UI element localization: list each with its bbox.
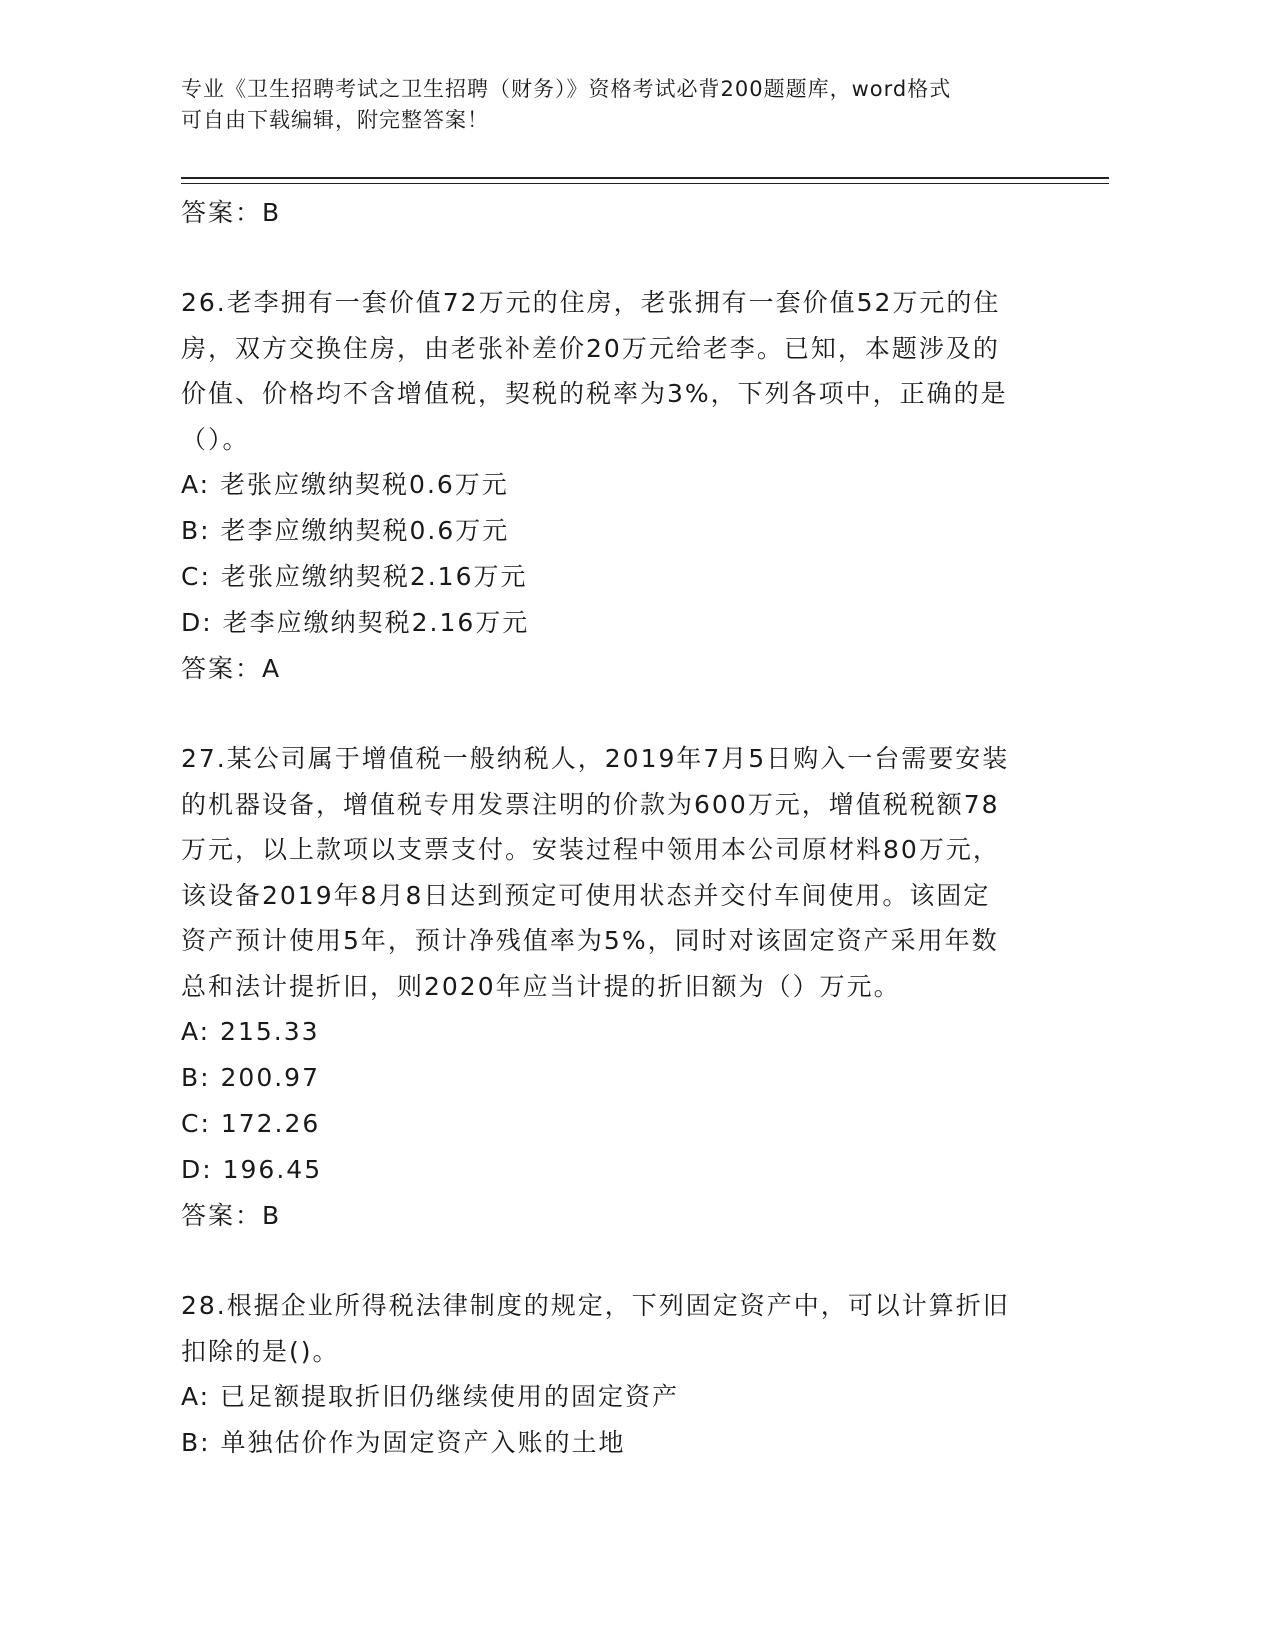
option-b: B: 老李应缴纳契税0.6万元	[181, 516, 510, 545]
header-divider-thick	[181, 177, 1109, 179]
option-a: A: 215.33	[181, 1017, 320, 1046]
question-text-line: 资产预计使用5年，预计净残值率为5%，同时对该固定资产采用年数	[181, 926, 999, 955]
spacer	[181, 692, 1061, 736]
question-text-line: 价值、价格均不含增值税，契税的税率为3%，下列各项中，正确的是	[181, 379, 1008, 408]
question-text	[181, 1283, 1061, 1374]
question-text-line: 的机器设备，增值税专用发票注明的价款为600万元，增值税税额78	[181, 789, 1000, 819]
option-b: B: 200.97	[181, 1063, 320, 1092]
document-body	[181, 190, 1061, 1466]
answer-line: 答案：A	[181, 654, 282, 683]
question-26	[181, 280, 1061, 692]
option-c: C: 172.26	[181, 1109, 321, 1138]
option-d: D: 196.45	[181, 1155, 323, 1184]
question-27	[181, 736, 1061, 1239]
option-c: C: 老张应缴纳契税2.16万元	[181, 562, 528, 591]
option-d: D: 老李应缴纳契税2.16万元	[181, 608, 530, 637]
option-b: B: 单独估价作为固定资产入账的土地	[181, 1428, 626, 1457]
answer-line: 答案：B	[181, 198, 282, 227]
option-a: A: 已足额提取折旧仍继续使用的固定资产	[181, 1382, 680, 1411]
answer-line: 答案：B	[181, 1201, 282, 1230]
question-28	[181, 1283, 1061, 1466]
question-text-line: 该设备2019年8月8日达到预定可使用状态并交付车间使用。该固定	[181, 880, 991, 910]
header-line-1: 专业《卫生招聘考试之卫生招聘（财务）》资格考试必背200题题库，word格式	[181, 77, 952, 101]
question-text	[181, 736, 1061, 1009]
spacer	[181, 1239, 1061, 1283]
spacer	[181, 236, 1061, 280]
question-text-line: （）。	[181, 424, 250, 454]
question-text-line: 总和法计提折旧，则2020年应当计提的折旧额为（）万元。	[181, 971, 901, 1001]
question-text-line: 扣除的是()。	[181, 1336, 340, 1366]
question-text-line: 27.某公司属于增值税一般纳税人，2019年7月5日购入一台需要安装	[181, 744, 1010, 773]
header-line-2: 可自由下载编辑，附完整答案！	[181, 108, 489, 132]
question-text	[181, 280, 1061, 462]
header-divider-thin	[181, 183, 1109, 184]
question-text-line: 26.老李拥有一套价值72万元的住房，老张拥有一套价值52万元的住	[181, 288, 1001, 317]
option-a: A: 老张应缴纳契税0.6万元	[181, 470, 509, 499]
question-text-line: 房，双方交换住房，由老张补差价20万元给老李。已知，本题涉及的	[181, 333, 1000, 363]
question-text-line: 万元，以上款项以支票支付。安装过程中领用本公司原材料80万元，	[181, 835, 1000, 864]
document-header	[181, 74, 1061, 136]
question-text-line: 28.根据企业所得税法律制度的规定，下列固定资产中，可以计算折旧	[181, 1291, 1010, 1320]
